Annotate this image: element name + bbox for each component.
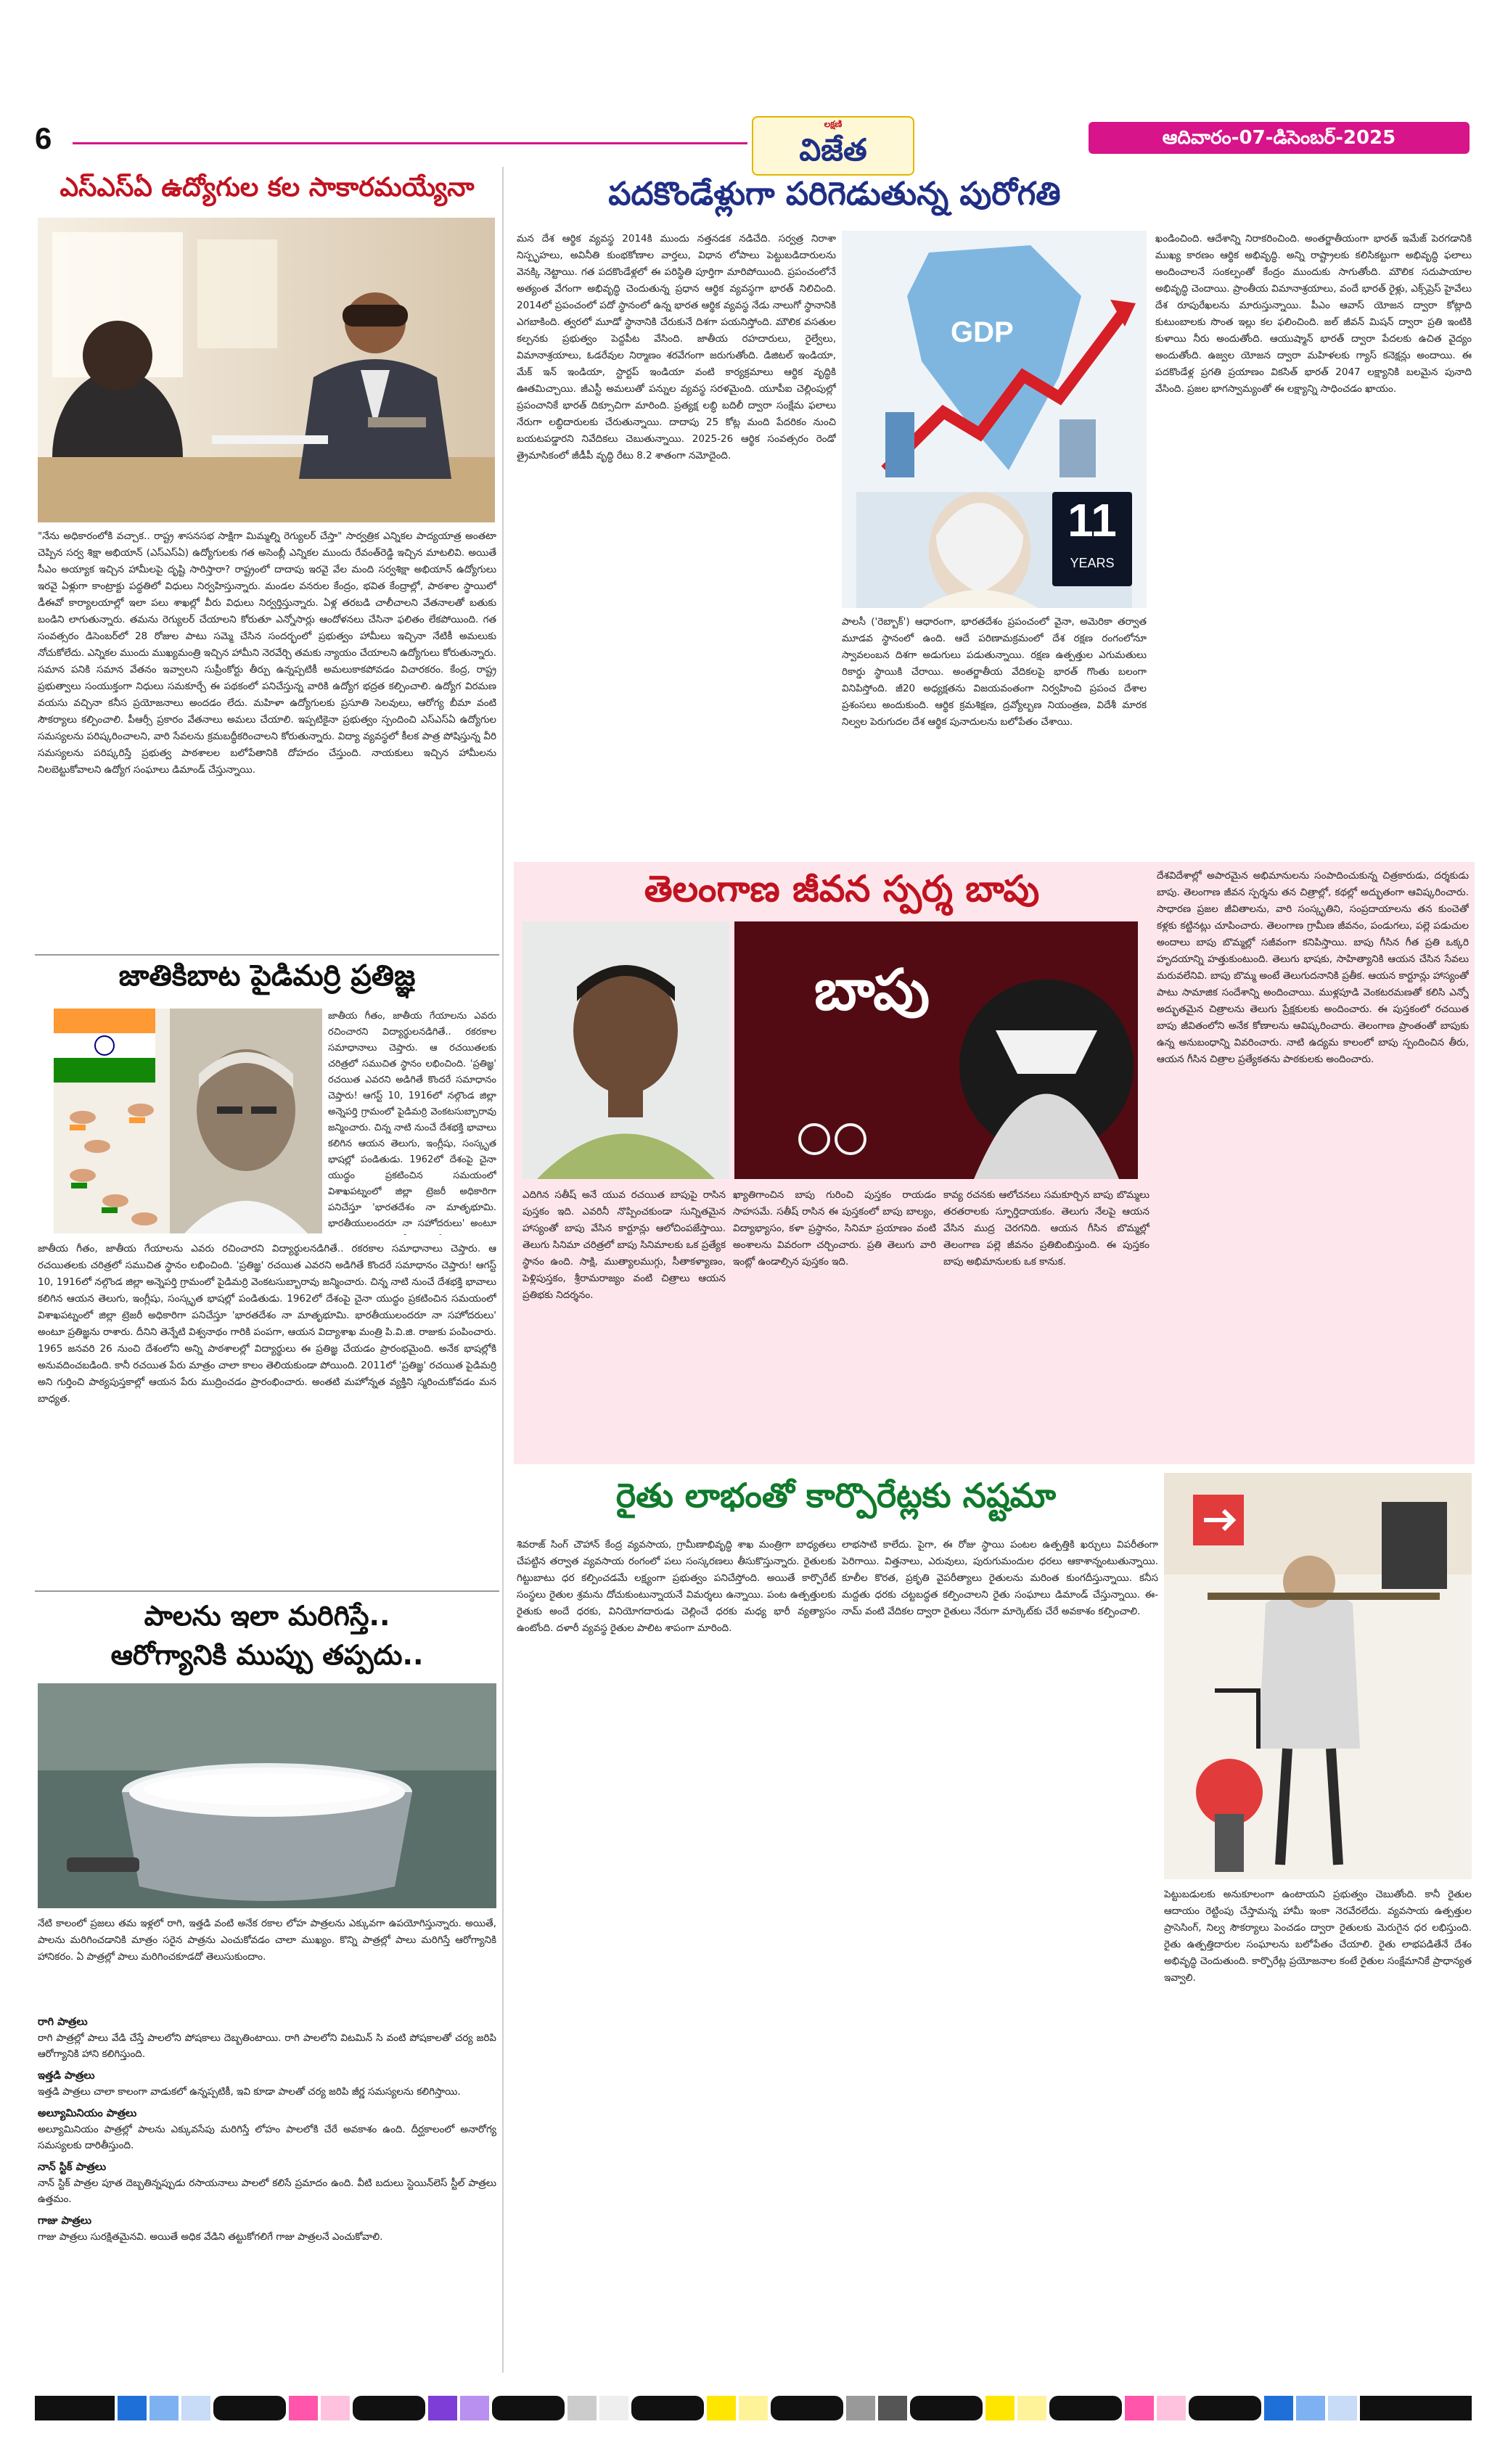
bapu-col1: ఎదిగిన సతీష్ అనే యువ రచయిత బాపుపై రాసిన పుస్తకం ఇది. ఎవరినీ నొప్పించకుండా సున్నితమైన హాస్యంతో బాపు వేసిన కార్టూన్లు ఆలోచింపజేస్తాయి. తెలుగు సినిమా చరిత్రలో బాపు సినిమాలకు ఒక ప్రత్యేక స్థానం ఉంది. సాక్షి, ముత్యాలముగ్గు, సీతాకళ్యాణం, పెళ్లిపుస్తకం, శ్రీరామరాజ్యం వంటి చిత్రాలు ఆయన ప్రతిభకు నిదర్శనం. [522,1189,726,1301]
bapu-poster [734,921,1138,1179]
pledge-headline: జాతికిబాట పైడిమర్రి ప్రతిజ్ఞ [118,959,416,993]
milk-section-text: అల్యూమినియం పాత్రల్లో పాలను ఎక్కువసేపు మరిగిస్తే లోహం పాలలోకి చేరే అవకాశం ఉంది. దీర్ఘకాలంలో అనారోగ్య సమస్యలకు దారితీస్తుంది. [38,2124,496,2151]
logo-text: విజేత [799,132,867,168]
gdp-label: GDP [951,316,1014,348]
years-number: 11 [1067,494,1117,546]
milk-intro: నేటి కాలంలో ప్రజలు తమ ఇళ్లలో రాగి, ఇత్తడి వంటి అనేక రకాల లోహ పాత్రలను ఎక్కువగా ఉపయోగిస్తున్నారు. అయితే, పాలను మరిగించడానికి మాత్రం సరైన పాత్రను ఎంచుకోవడం చాలా ముఖ్యం. కొన్ని పాత్రల్లో పాలు మరిగిస్తే ఆరోగ్యానికి హానికరం. ఏ పాత్రల్లో పాలు మరిగించకూడదో తెలుసుకుందాం. [38,1918,496,1963]
growth-col3: ఖండించింది. ఆదేశాన్ని నిరాకరించింది. అంతర్జాతీయంగా భారత్ ఇమేజ్ పెరగడానికి ముఖ్య కారణం ఆర్థిక అభివృద్ధి. అన్ని రాష్ట్రాలకు కలిసికట్టుగా అభివృద్ధి ఫలాలు అందించాలనే సంకల్పంతో కేంద్రం ముందుకు సాగుతోంది. మౌలిక సదుపాయాల అభివృద్ధి చెందాయి. ప్రాంతీయ విమానాశ్రయాలు, వందే భారత్ రైళ్లు, ఎక్స్‌ప్రెస్ హైవేలు దేశ రూపురేఖలను మారుస్తున్నాయి. పీఎం ఆవాస్ యోజన ద్వారా కోట్లాది కుటుంబాలకు సొంత ఇల్లు కల ఫలించింది. జల్ జీవన్ మిషన్ ద్వారా ప్రతి ఇంటికి కుళాయి నీరు అందుతోంది. ఆయుష్మాన్ భారత్ ద్వారా పేదలకు ఉచిత వైద్యం అందుతోంది. ఉజ్వల యోజన ద్వారా మహిళలకు గ్యాస్ కనెక్షన్లు అందాయి. ఈ పదకొండేళ్ల ప్రగతి ప్రయాణం వికసిత్ భారత్ 2047 లక్ష్యానికి బలమైన పునాది వేసింది. ప్రజల భాగస్వామ్యంతో ఈ లక్ష్యాన్ని సాధించడం ఖాయం. [1155,233,1472,395]
years-text: YEARS [1070,556,1115,570]
pledge-photo [54,1009,322,1233]
poster-title: బాపు [814,958,930,1023]
milk-section-title: నాన్ స్టిక్ పాత్రలు [38,2161,107,2173]
pledge-side-body: జాతీయ గీతం, జాతీయ గేయాలను ఎవరు రచించారని విద్యార్థులనడిగితే.. రకరకాల సమాధానాలు చెప్తారు. ఆ రచయితలకు చరిత్రలో సముచిత స్థానం లభించింది. 'ప్రతిజ్ఞ' రచయిత ఎవరని అడిగితే కొందరే సమాధానం చెప్తారు! ఆగస్ట్ 10, 1916లో నల్గొండ జిల్లా అన్నెపర్తి గ్రామంలో పైడిమర్రి వెంకటసుబ్బారావు జన్మించారు. చిన్న నాటి నుంచే దేశభక్తి భావాలు కలిగిన ఆయన తెలుగు, ఇంగ్లీషు, సంస్కృత భాషల్లో పండితుడు. 1962లో దేశంపై చైనా యుద్ధం ప్రకటించిన సమయంలో విశాఖపట్నంలో జిల్లా ట్రెజరీ అధికారిగా పనిచేస్తూ 'భారతదేశం నా మాతృభూమి. భారతీయులందరూ నా సహోదరులు' అంటూ [328,1011,496,1229]
milk-section-text: నాన్ స్టిక్ పాత్రల పూత దెబ్బతిన్నప్పుడు రసాయనాలు పాలలో కలిసే ప్రమాదం ఉంది. వీటి బదులు స్టెయిన్‌లెస్ స్టీల్ పాత్రలు ఉత్తమం. [38,2177,496,2205]
office-photo [38,218,495,522]
section-rule [35,1590,499,1592]
milk-section-title: అల్యూమినియం పాత్రలు [38,2108,137,2119]
sse-body: "నేను అధికారంలోకి వచ్చాక.. రాష్ట్ర శాసనసభ సాక్షిగా మిమ్మల్ని రెగ్యులర్ చేస్తా" సార్వత్రిక ఎన్నికల పాద్యయాత్ర అంతటా చెప్పిన సర్వ శిక్షా అభియాన్ (ఎస్ఎస్ఏ) ఉద్యోగులకు గత అసెంబ్లీ ఎన్నికల ముందు రేవంత్‌రెడ్డి ఇచ్చిన మాటలివి. అయితే సీఎం అయ్యాక ఇచ్చిన హామీలపై దృష్టి సారిస్తారా? రాష్ట్రంలో దాదాపు ఇరవై వేల మంది సర్వశిక్షా అభియాన్ ఉద్యోగులు ఇరవై ఏళ్లుగా కాంట్రాక్టు పద్ధతిలో విధులు నిర్వహిస్తున్నారు. మండల వనరుల కేంద్రం, భవిత కేంద్రాల్లో, పాఠశాల స్థాయిలో డీఈవో కార్యాలయాల్లో ఇలా పలు శాఖల్లో వీరు విధులు నిర్వర్తిస్తున్నారు. ఏళ్ల తరబడి చాలీచాలని వేతనాలతో బతుకు బండిని లాగుతున్నారు. తమను రెగ్యులర్ చేయాలని కోరుతూ ఎన్నోసార్లు ఆందోళనలు చేసినా ఫలితం లేకపోయింది. గత సంవత్సరం డిసెంబర్‌లో 28 రోజుల పాటు సమ్మె చేసిన సందర్భంలో ప్రభుత్వం హామీలు ఇచ్చినా నేటికీ అమలుకు నోచుకోలేదు. ఎన్నికల ముందు ముఖ్యమంత్రి ఇచ్చిన హామీని నెరవేర్చి తమకు న్యాయం చేయాలని ఉద్యోగులు కోరుతున్నారు. సమాన పనికి సమాన వేతనం ఇవ్వాలని సుప్రీంకోర్టు తీర్పు ఉన్నప్పటికీ అమలుకాకపోవడం విచారకరం. కేంద్ర, రాష్ట్ర ప్రభుత్వాలు సంయుక్తంగా నిధులు సమకూర్చే ఈ పథకంలో పనిచేస్తున్న వారికి ఉద్యోగ భద్రత కల్పించాలి. ఉద్యోగ విరమణ వయసు వచ్చినా కనీస ప్రయోజనాలు అందడం లేదు. మహిళా ఉద్యోగులకు ప్రసూతి సెలవులు, ఆరోగ్య బీమా వంటి సౌకర్యాలు కల్పించాలి. పీఆర్సీ ప్రకారం వేతనాలు అమలు చేయాలి. ఇప్పటికైనా ప్రభుత్వం స్పందించి ఎస్ఎస్ఏ ఉద్యోగుల సమస్యలను పరిష్కరించాలని, వారి సేవలను క్రమబద్ధీకరించాలని కోరుతున్నారు. విద్యా వ్యవస్థలో కీలక పాత్ర పోషిస్తున్న వీరి సమస్యలను పరిష్కరిస్తే ప్రభుత్వ పాఠశాలల బలోపేతానికి దోహదం చేస్తుంది. నాయకులు ఇచ్చిన హామీలను నిలబెట్టుకోవాలని ఉద్యోగ సంఘాలు డిమాండ్ చేస్తున్నాయి. [38,530,496,776]
date-banner: ఆదివారం-07-డిసెంబర్-2025 [1089,122,1470,154]
growth-col1: మన దేశ ఆర్థిక వ్యవస్థ 2014కి ముందు నత్తనడక నడిచేది. సర్వత్ర నిరాశా నిస్పృహలు, అవినీతి కుంభకోణాల వార్తలు, విధాన లోపాలు పెట్టుబడిదారులను వెనక్కి నెట్టాయి. గత పదకొండేళ్లలో ఈ పరిస్థితి పూర్తిగా మారిపోయింది. ప్రపంచంలోనే అత్యంత వేగంగా అభివృద్ధి చెందుతున్న ప్రధాన ఆర్థిక వ్యవస్థగా భారత్ నిలిచింది. 2014లో ప్రపంచంలో పదో స్థానంలో ఉన్న భారత ఆర్థిక వ్యవస్థ నేడు నాలుగో స్థానానికి ఎగబాకింది. త్వరలో మూడో స్థానానికి చేరుకునే దిశగా పయనిస్తోంది. మౌలిక వసతుల కల్పనకు ప్రభుత్వం పెద్దపీట వేసింది. జాతీయ రహదారులు, రైల్వేలు, విమానాశ్రయాలు, ఓడరేవుల నిర్మాణం శరవేగంగా జరుగుతోంది. డిజిటల్ ఇండియా, మేక్ ఇన్ ఇండియా, స్టార్టప్ ఇండియా వంటి కార్యక్రమాలు ఆర్థిక వృద్ధికి ఊతమిచ్చాయి. జీఎస్టీ అమలుతో పన్నుల వ్యవస్థ సరళమైంది. యూపీఐ చెల్లింపుల్లో ప్రపంచానికే భారత్ దిక్సూచిగా మారింది. ప్రత్యక్ష లబ్ధి బదిలీ ద్వారా సంక్షేమ ఫలాలు నేరుగా లబ్ధిదారులకు చేరుతున్నాయి. దాదాపు 25 కోట్ల మంది పేదరికం నుంచి బయటపడ్డారని నివేదికలు చెబుతున్నాయి. 2025-26 ఆర్థిక సంవత్సరం రెండో త్రైమాసికంలో జీడీపీ వృద్ధి రేటు 8.2 శాతంగా నమోదైంది. [517,233,836,461]
growth-col2: పాలసీ ('రెబ్బాక్') ఆధారంగా, భారతదేశం ప్రపంచంలో వైనా, అమెరికా తర్వాత మూడవ స్థానంలో ఉంది. ఆదే పరిణామక్రమంలో దేశ రక్షణ రంగంలోనూ స్వావలంబన దిశగా అడుగులు పడుతున్నాయి. రక్షణ ఉత్పత్తుల ఎగుమతులు రికార్డు స్థాయికి చేరాయి. అంతర్జాతీయ వేదికలపై భారత్ గొంతు బలంగా వినిపిస్తోంది. జీ20 అధ్యక్షతను విజయవంతంగా నిర్వహించి ప్రపంచ దేశాల ప్రశంసలు అందుకుంది. ఆర్థిక క్రమశిక్షణ, ద్రవ్యోల్బణ నియంత్రణ, విదేశీ మారక నిల్వల పెరుగుదల దేశ ఆర్థిక పునాదులను బలోపేతం చేశాయి. [842,616,1147,728]
growth-headline: పదకొండేళ్లుగా పరిగెడుతున్న పురోగతి [608,176,1061,213]
bapu-right-body: దేశవిదేశాల్లో అపారమైన అభిమానులను సంపాదించుకున్న చిత్రకారుడు, దర్శకుడు బాపు. తెలంగాణ జీవన స్పర్శను తన చిత్రాల్లో, కథల్లో అద్భుతంగా ఆవిష్కరించారు. సాధారణ ప్రజల జీవితాలను, వారి సంస్కృతిని, సంప్రదాయాలను తన కుంచెతో కళ్లకు కట్టినట్లు చూపించారు. తెలంగాణ గ్రామీణ జీవనం, పండుగలు, పల్లె పడుచుల అందాలు బాపు బొమ్మల్లో సజీవంగా కనిపిస్తాయి. బాపు గీసిన గీత ప్రతి ఒక్కరి హృదయాన్ని హత్తుకుంటుంది. తెలుగు భాషకు, సాహిత్యానికి ఆయన చేసిన సేవలు మరువలేనివి. బాపు బొమ్మ అంటే తెలుగుదనానికి ప్రతీక. ఆయన కార్టూన్లు హాస్యంతో పాటు సామాజిక సందేశాన్ని అందించాయి. ముళ్లపూడి వెంకటరమణతో కలిసి ఎన్నో అద్భుతమైన చిత్రాలను తెలుగు ప్రేక్షకులకు అందించారు. ఈ పుస్తకంలో రచయిత బాపు జీవితంలోని అనేక కోణాలను ఆవిష్కరించారు. తెలంగాణ ప్రాంతంతో బాపుకు ఉన్న అనుబంధాన్ని వివరించారు. నాటి ఉద్యమ కాలంలో బాపు స్పందించిన తీరు, ఆయన గీసిన చిత్రాల ప్రత్యేకతను పాఠకులకు అందించారు. [1157,870,1469,1065]
column-divider [502,167,504,2373]
milk-headline-line1: పాలను ఇలా మరిగిస్తే.. [144,1600,390,1632]
milk-section-text: రాగి పాత్రల్లో పాలు వేడి చేస్తే పాలలోని పోషకాలు దెబ్బతింటాయి. రాగి పాలలోని విటమిన్ సి వంటి పోషకాలతో చర్య జరిపి ఆరోగ్యానికి హాని కలిగిస్తుంది. [38,2032,496,2060]
pledge-body: జాతీయ గీతం, జాతీయ గేయాలను ఎవరు రచించారని విద్యార్థులనడిగితే.. రకరకాల సమాధానాలు చెప్తారు. ఆ రచయితలకు చరిత్రలో సముచిత స్థానం లభించింది. 'ప్రతిజ్ఞ' రచయిత ఎవరని అడిగితే కొందరే సమాధానం చెప్తారు! ఆగస్ట్ 10, 1916లో నల్గొండ జిల్లా అన్నెపర్తి గ్రామంలో పైడిమర్రి వెంకటసుబ్బారావు జన్మించారు. చిన్న నాటి నుంచే దేశభక్తి భావాలు కలిగిన ఆయన తెలుగు, ఇంగ్లీషు, సంస్కృత భాషల్లో పండితుడు. 1962లో దేశంపై చైనా యుద్ధం ప్రకటించిన సమయంలో విశాఖపట్నంలో జిల్లా ట్రెజరీ అధికారిగా పనిచేస్తూ 'భారతదేశం నా మాతృభూమి. భారతీయులందరూ నా సహోదరులు' అంటూ ప్రతిజ్ఞను రాశారు. దీనిని తెన్నేటి విశ్వనాథం గారికి పంపగా, ఆయన విద్యాశాఖ మంత్రి పి.వి.జి. రాజుకు పంపించారు. 1965 జనవరి 26 నుంచి దేశంలోని అన్ని పాఠశాలల్లో విద్యార్థులు ఈ ప్రతిజ్ఞ చేయడం ప్రారంభమైంది. అనేక భాషల్లోకి అనువదించబడింది. కానీ రచయిత పేరు మాత్రం చాలా కాలం తెలియకుండా పోయింది. 2011లో 'ప్రతిజ్ఞ' రచయిత పైడిమర్రి అని గుర్తించి పాఠ్యపుస్తకాల్లో ఆయన పేరు ముద్రించడం ప్రారంభించారు. అంతటి మహోన్నత వ్యక్తిని స్మరించుకోవడం మన బాధ్యత. [38,1243,496,1405]
farmer-col1: శివరాజ్ సింగ్ చౌహాన్ కేంద్ర వ్యవసాయ, గ్రామీణాభివృద్ధి శాఖ మంత్రిగా బాధ్యతలు చేపట్టిన తర్వాత వ్యవసాయ రంగంలో పలు సంస్కరణలు తీసుకొస్తున్నారు. రైతులకు గిట్టుబాటు ధర కల్పించడమే లక్ష్యంగా ప్రభుత్వం పనిచేస్తోంది. అయితే కార్పొరేట్ సంస్థలు రైతుల శ్రమను దోచుకుంటున్నాయనే విమర్శలు ఉన్నాయి. పంట ఉత్పత్తులకు రైతుకు అందే ధరకు, వినియోగదారుడు చెల్లించే ధరకు మధ్య భారీ వ్యత్యాసం ఉంటోంది. దళారీ వ్యవస్థ రైతుల పాలిట శాపంగా మారింది. [517,1539,836,1634]
bapu-portrait [522,921,729,1179]
header-rule [73,142,747,144]
farmer-headline: రైతు లాభంతో కార్పొరేట్లకు నష్టమా [615,1476,1057,1515]
milk-photo [38,1683,496,1908]
bapu-headline: తెలంగాణ జీవన స్పర్శ బాపు [644,868,1040,910]
milk-section-title: ఇత్తడి పాత్రలు [38,2070,95,2082]
milk-sections [38,2008,496,2378]
milk-section-text: ఇత్తడి పాత్రలు చాలా కాలంగా వాడుకలో ఉన్నప్పటికీ, ఇవి కూడా పాలతో చర్య జరిపి జీర్ణ సమస్యలను కలిగిస్తాయి. [38,2086,461,2098]
farmer-illustration [1164,1473,1472,1879]
section-rule [35,954,499,956]
sse-headline: ఎస్ఎస్ఏ ఉద్యోగుల కల సాకారమయ్యేనా [60,173,475,202]
milk-section-title: రాగి పాత్రలు [38,2016,88,2028]
farmer-col2: లాభసాటి కాలేదు. పైగా, ఈ రోజు స్థాయి పంటల ఉత్పత్తికి ఖర్చులు విపరీతంగా పెరిగాయి. విత్తనాలు, ఎరువులు, పురుగుమందుల ధరలు ఆకాశాన్నంటుతున్నాయి. కూలీల కొరత, ప్రకృతి వైపరీత్యాలు రైతులను మరింత కుంగదీస్తున్నాయి. కనీస మద్దతు ధరకు చట్టబద్ధత కల్పించాలని రైతు సంఘాలు డిమాండ్ చేస్తున్నాయి. ఈ-నామ్ వంటి వేదికల ద్వారా రైతులు నేరుగా మార్కెట్‌కు చేరే అవకాశం కల్పించాలి. [842,1539,1158,1617]
color-registration-strip [35,2396,1472,2420]
bapu-col3: కావ్య రచనకు ఆలోచనలు సమకూర్చిన బాపు బొమ్మలు తరతరాలకు స్ఫూర్తిదాయకం. తెలుగు నేలపై ఆయన వేసిన ముద్ర చెరగనిది. ఆయన గీసిన బొమ్మల్లో తెలంగాణ పల్లె జీవనం ప్రతిబింబిస్తుంది. ఈ పుస్తకం బాపు అభిమానులకు ఒక కానుక. [943,1189,1149,1268]
farmer-col3: పెట్టుబడులకు అనుకూలంగా ఉంటాయని ప్రభుత్వం చెబుతోంది. కానీ రైతుల ఆదాయం రెట్టింపు చేస్తామన్న హామీ ఇంకా నెరవేరలేదు. వ్యవసాయ ఉత్పత్తుల ప్రాసెసింగ్, నిల్వ సౌకర్యాలు పెంచడం ద్వారా రైతులకు మెరుగైన ధర లభిస్తుంది. రైతు ఉత్పత్తిదారుల సంఘాలను బలోపేతం చేయాలి. రైతు లాభపడితేనే దేశం అభివృద్ధి చెందుతుంది. కార్పొరేట్ల ప్రయోజనాల కంటే రైతుల సంక్షేమానికే ప్రాధాన్యత ఇవ్వాలి. [1164,1889,1472,1984]
milk-section-text: గాజు పాత్రలు సురక్షితమైనవి. అయితే అధిక వేడిని తట్టుకోగలిగే గాజు పాత్రలనే ఎంచుకోవాలి. [38,2231,383,2243]
milk-section-title: గాజు పాత్రలు [38,2215,91,2227]
page-number: 6 [35,121,52,155]
milk-headline-line2: ఆరోగ్యానికి ముప్పు తప్పదు.. [110,1639,424,1671]
gdp-image [842,231,1147,608]
milk-headline [35,1596,499,1676]
bapu-col2: ఖ్యాతిగాంచిన బాపు గురించి పుస్తకం రాయడం సాహసమే. సతీష్ రాసిన ఈ పుస్తకంలో బాపు బాల్యం, విద్యాభ్యాసం, కళా ప్రస్థానం, సినిమా ప్రయాణం వంటి అంశాలను వివరంగా చర్చించారు. ప్రతి తెలుగు వారి ఇంట్లో ఉండాల్సిన పుస్తకం ఇది. [733,1189,936,1268]
masthead-logo [752,116,914,176]
logo-small-text: లక్షణి [824,119,843,129]
